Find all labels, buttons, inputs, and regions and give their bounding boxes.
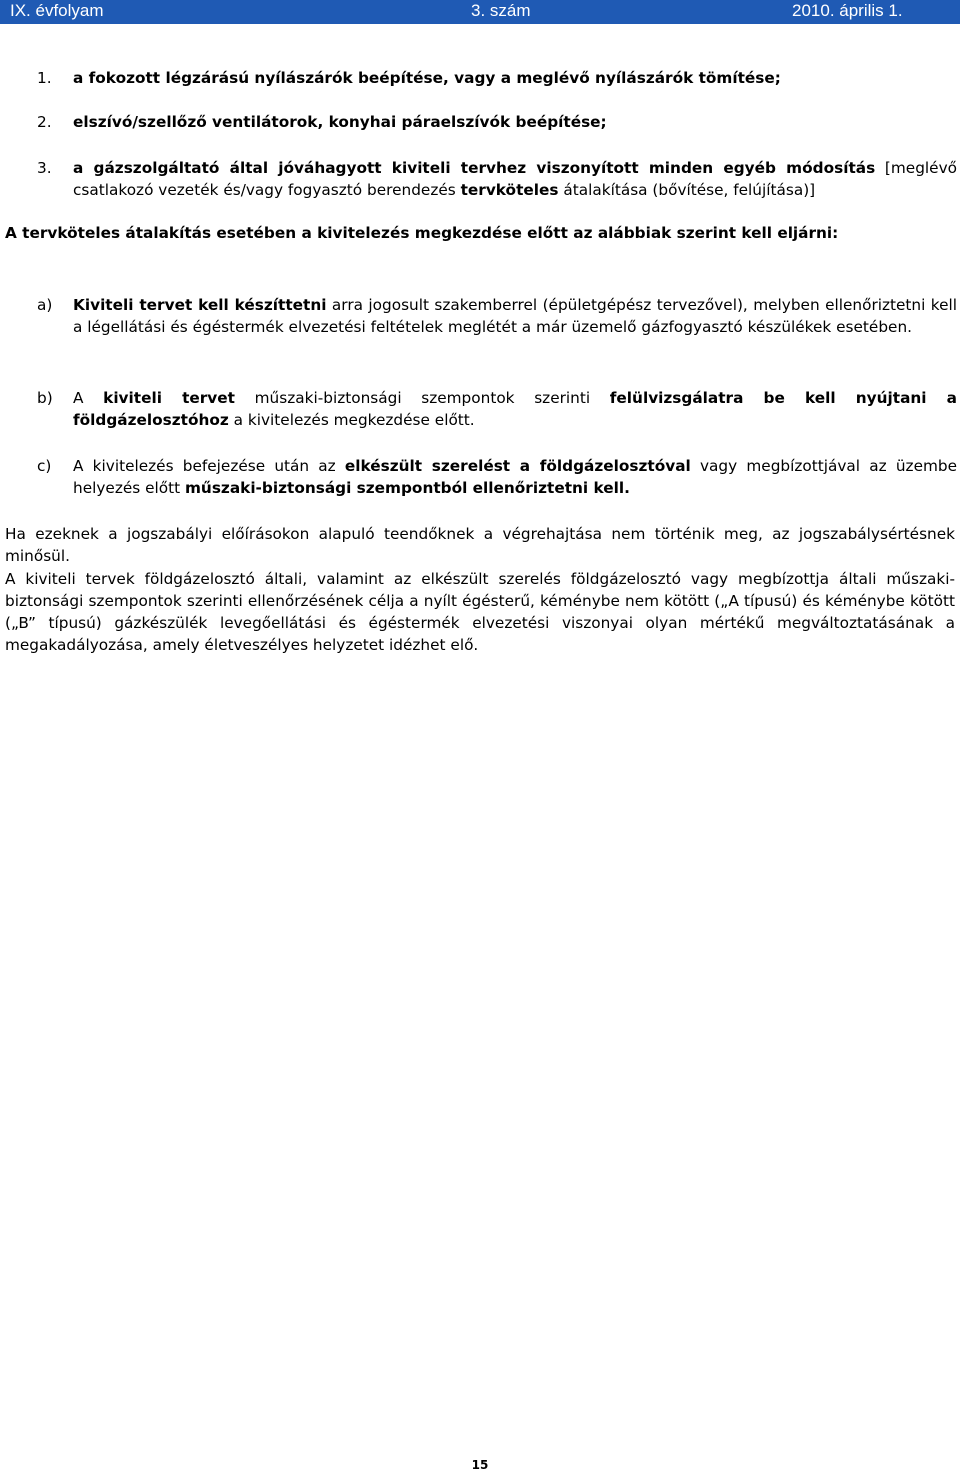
step-b [37, 387, 957, 431]
step-body-2: vagy megbízottjával az üzembe helyezés előtt [73, 457, 958, 497]
step-label: c) [37, 457, 52, 475]
step-text [73, 387, 957, 431]
list-item-text-mid: [meglévő csatlakozó vezeték és/vagy fogyasztó berendezés [73, 159, 957, 199]
list-item-text: a fokozott légzárású nyílászárók beépítése, vagy a meglévő nyílászárók tömítése; [73, 69, 781, 87]
intro-heading: A tervköteles átalakítás esetében a kivitelezés megkezdése előtt az alábbiak szerint kell eljárni: [5, 224, 839, 242]
step-bold-1: elkészült szerelést a földgázelosztóval [344, 457, 691, 475]
list-item-number: 2. [37, 113, 52, 131]
list-item [37, 67, 957, 89]
header-issue: 3. szám [471, 1, 531, 20]
page-number: 15 [471, 1458, 489, 1472]
step-body: arra jogosult szakemberrel (épületgépész tervezővel), melyben ellenőriztetni kell a légellátási és égéstermék elvezetési feltételek meglétét a már üzemelő gázfogyasztó készülékek esetében. [73, 296, 958, 336]
step-label: b) [37, 389, 53, 407]
paragraph-violation: Ha ezeknek a jogszabályi előírásokon alapuló teendőknek a végrehajtása nem történik meg, az jogszabálysértésnek minősül. [5, 525, 955, 565]
header-volume: IX. évfolyam [10, 1, 104, 20]
list-item-text [73, 157, 957, 201]
step-bold-2: műszaki-biztonsági szempontból ellenőriztetni kell. [184, 479, 630, 497]
page-header [0, 0, 960, 24]
step-body-1: A [73, 389, 104, 407]
step-bold-1: kiviteli tervet [103, 389, 235, 407]
step-c [37, 455, 957, 499]
step-bold-2: felülvizsgálatra be kell nyújtani a földgázelosztóhoz [73, 389, 957, 429]
list-item-number: 3. [37, 159, 52, 177]
list-item [37, 157, 957, 201]
list-item [37, 111, 957, 133]
step-text [73, 294, 957, 338]
list-item-number: 1. [37, 69, 52, 87]
header-date: 2010. április 1. [792, 1, 903, 20]
step-body-2: műszaki-biztonsági szempontok szerinti [234, 389, 610, 407]
step-text [73, 455, 957, 499]
step-body-1: A kivitelezés befejezése után az [73, 457, 345, 475]
list-item-text: elszívó/szellőző ventilátorok, konyhai páraelszívók beépítése; [73, 113, 607, 131]
step-body-3: a kivitelezés megkezdése előtt. [228, 411, 475, 429]
list-item-bold-mid: tervköteles [460, 181, 559, 199]
step-bold: Kiviteli tervet kell készíttetni [73, 296, 327, 314]
list-item-bold-lead: a gázszolgáltató által jóváhagyott kiviteli tervhez viszonyított minden egyéb módosítás [73, 159, 876, 177]
list-item-text-end: átalakítása (bővítése, felújítása)] [558, 181, 816, 199]
step-a [37, 294, 957, 338]
paragraph-purpose: A kiviteli tervek földgázelosztó általi, valamint az elkészült szerelés földgázelosztó vagy megbízottja általi műszaki-biztonsági szempontok szerinti ellenőrzésének célja a nyílt égésterű, kéménybe nem kötött („A típusú) és kéménybe kötött („B” típusú) gázkészülék levegőellátási és égéstermék elvezetési viszonyai olyan mértékű megváltoztatásának a megakadályozása, amely életveszélyes helyzetet idézhet elő. [5, 570, 955, 654]
step-label: a) [37, 296, 53, 314]
